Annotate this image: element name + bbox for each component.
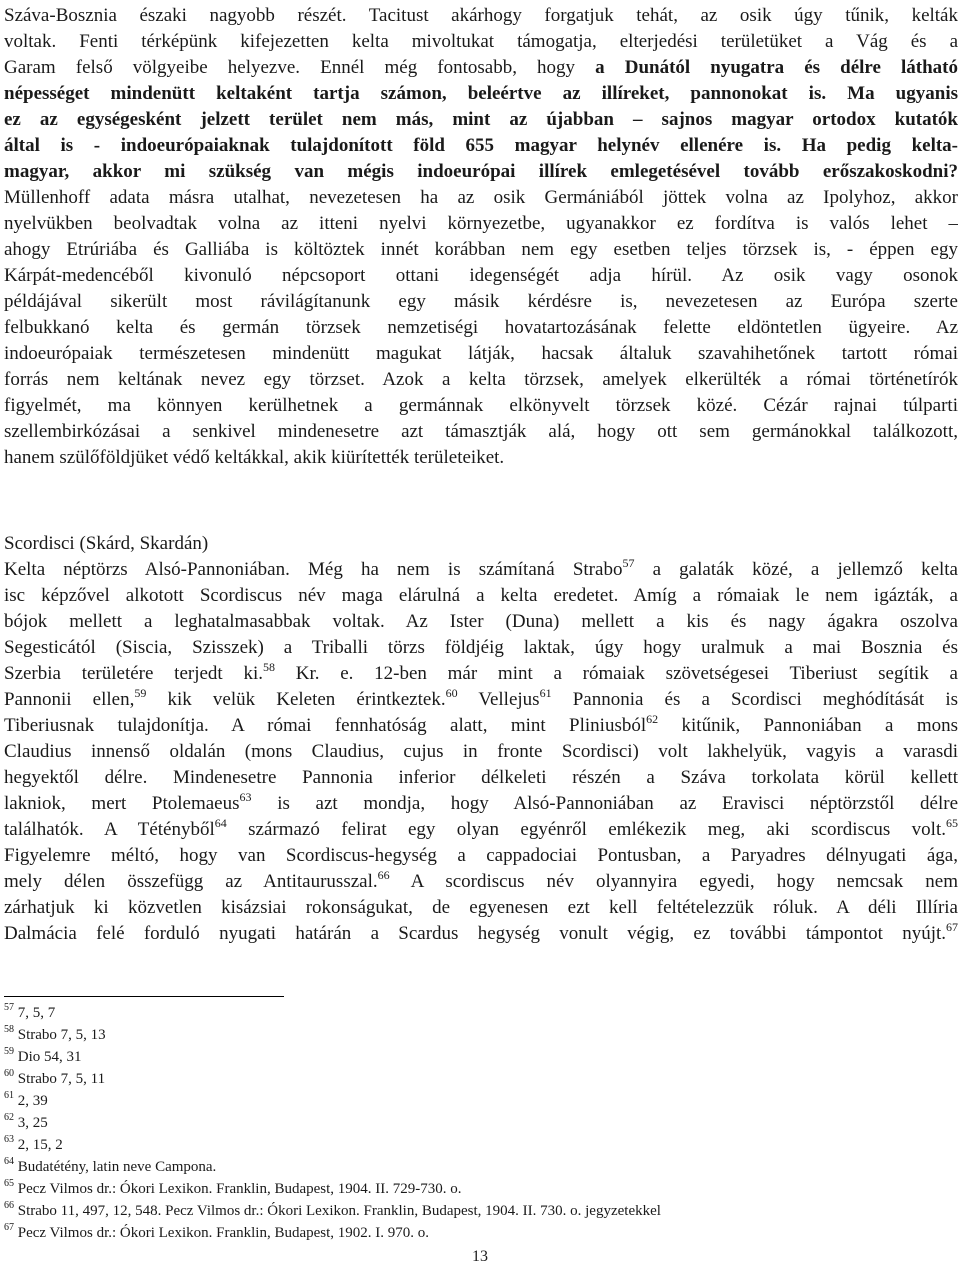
text-run: Garam felső völgyeibe helyezve. Ennél még fontosabb, hogy xyxy=(4,57,596,78)
footnote-number: 57 xyxy=(4,1002,14,1013)
body-text-line: forrás nem keltának nevez egy törzset. Azok a kelta törzsek, amelyek elkerülték a római történetírók xyxy=(4,369,958,390)
body-text-line: szellembirkózásai a senkivel mindenesetre azt támasztják alá, hogy ott sem germánokkal találkozott, xyxy=(4,421,958,442)
text-run: Szerbia területére terjedt ki. xyxy=(4,663,263,684)
text-run: a galaták közé, a jellemző kelta xyxy=(634,559,958,580)
bold-text-run: népességet mindenütt keltaként tartja számon, beleértve az illíreket, pannonokat is. xyxy=(4,83,827,104)
bold-text-run: magyar, akkor mi szükség van mégis indoeurópai illírek emlegetésével tovább erőszakoskodni? xyxy=(4,161,958,182)
body-text-line: Claudius innenső oldalán (mons Claudius, cujus in fronte Scordisci) volt lakhelyük, vagyis a varasdi xyxy=(4,741,958,762)
body-text-line: hegyektől délre. Mindenesetre Pannonia inferior délkeleti részén a Száva torkolata körül kellett xyxy=(4,767,958,788)
text-run: származó felirat egy olyan egyénről emlékezik meg, aki scordiscus volt. xyxy=(226,819,946,840)
bold-text-run: által is - indoeurópaiaknak tulajdonított föld 655 magyar helynév ellenére is. Ha pedig kelta- xyxy=(4,135,958,156)
footnote xyxy=(4,1180,944,1198)
body-text-line xyxy=(4,56,958,80)
footnote-text: 2, 39 xyxy=(17,1093,48,1109)
body-text-line: Segesticától (Siscia, Szisszek) a Triballi törzs földjéig laktak, úgy hogy uralmuk a mai Bosznia és xyxy=(4,637,958,658)
footnote-text: Budatétény, latin neve Campona. xyxy=(17,1159,217,1175)
body-text-line: hanem szülőföldjüket védő keltákkal, akik kiürítették területeiket. xyxy=(4,447,505,468)
text-run: Dalmácia felé forduló nyugati határán a Scardus hegység vonult végig, ez további támpontot nyújt. xyxy=(4,923,946,944)
footnote xyxy=(4,1114,944,1132)
body-text-line: Kárpát-medencéből kivonuló népcsoport ottani idegenségét adja hírül. Az osik vagy osonok xyxy=(4,265,958,286)
body-text-line: figyelmét, ma könnyen kerülhetnek a germánnak elkönyvelt törzsek közé. Cézár rajnai túlparti xyxy=(4,395,958,416)
footnote-ref[interactable]: 67 xyxy=(946,922,958,934)
body-text-line: Száva-Bosznia északi nagyobb részét. Tacitust akárhogy forgatjuk tehát, az osik úgy tűnik, kelták xyxy=(4,5,958,26)
footnote xyxy=(4,1048,944,1066)
text-run: Tiberiusnak tulajdonítja. A római fennhatóság alatt, mint Pliniusból xyxy=(4,715,647,736)
footnote-text: Pecz Vilmos dr.: Ókori Lexikon. Franklin, Budapest, 1902. I. 970. o. xyxy=(17,1225,430,1241)
text-run: Vellejus xyxy=(457,689,540,710)
bold-text-run: a Dunától nyugatra és délre látható xyxy=(595,57,958,78)
bold-text-run: ez az egységesként jelzett terület nem más, mint az újabban – sajnos magyar ortodox kutatók xyxy=(4,109,958,130)
footnote-number: 61 xyxy=(4,1090,14,1101)
body-text-line: Müllenhoff adata másra utalhat, nevezetesen ha az osik Germániából jöttek volna az Ipolyhoz, akkor xyxy=(4,187,958,208)
footnote-text: 7, 5, 7 xyxy=(17,1005,56,1021)
footnote-number: 59 xyxy=(4,1046,14,1057)
body-text-line: voltak. Fenti térképünk kifejezetten kelta mivoltukat támogatja, elterjedési területüket a Vág és a xyxy=(4,31,958,52)
footnote xyxy=(4,1158,944,1176)
body-text-line: bójok mellett a leghatalmasabbak voltak. Az Ister (Duna) mellett a kis és nagy ágakra oszolva xyxy=(4,611,958,632)
footnote-ref[interactable]: 64 xyxy=(214,818,227,830)
text-run: mely délen összefügg az Antitaurusszal. xyxy=(4,871,378,892)
footnote-number: 65 xyxy=(4,1178,14,1189)
footnote-number: 67 xyxy=(4,1222,14,1233)
body-text-line xyxy=(4,922,958,946)
body-text-line xyxy=(4,792,958,816)
body-text-line xyxy=(4,160,958,184)
text-run: is azt mondja, hogy Alsó-Pannoniában az Eravisci néptörzstől délre xyxy=(251,793,958,814)
footnote-ref[interactable]: 59 xyxy=(134,688,147,700)
footnote-ref[interactable]: 65 xyxy=(946,818,958,830)
body-text-line xyxy=(4,688,958,712)
text-run: Kr. e. 12-ben már mint a rómaiak szövetségesei Tiberiust segítik a xyxy=(274,663,958,684)
body-text-line xyxy=(4,870,958,894)
footnote-ref[interactable]: 63 xyxy=(239,792,252,804)
footnote xyxy=(4,1026,944,1044)
footnote-text: Strabo 7, 5, 11 xyxy=(17,1071,106,1087)
body-text-line: isc képzővel alkotott Scordiscus név maga elárulná a kelta eredetet. Amíg a rómaiak le nem igázták, a xyxy=(4,585,958,606)
footnote-text: Dio 54, 31 xyxy=(17,1049,82,1065)
footnote xyxy=(4,1136,944,1154)
footnote-number: 64 xyxy=(4,1156,14,1167)
footnote-text: 3, 25 xyxy=(17,1115,48,1131)
text-run: Pannonia és a Scordisci meghódítását is xyxy=(551,689,958,710)
footnote-text: Strabo 7, 5, 13 xyxy=(17,1027,106,1043)
body-text-line: példájával sikerült most rávilágítanunk egy másik kérdésre is, nevezetesen az Európa szerte xyxy=(4,291,958,312)
bold-text-run: Ma ugyanis xyxy=(826,83,958,104)
body-text-line xyxy=(4,558,958,582)
body-text-line: indoeurópaiak természetesen mindenütt magukat látják, hacsak általuk szavahihetőnek tartott római xyxy=(4,343,958,364)
body-text-line xyxy=(4,108,958,132)
body-text-line: nyelvükben beolvadtak volna az itteni nyelvi környezetbe, ugyanakkor ez fordítva is valós lehet – xyxy=(4,213,958,234)
footnote xyxy=(4,1092,944,1110)
text-run: találhatók. A Tétényből xyxy=(4,819,215,840)
footnote xyxy=(4,1202,944,1220)
text-run: Pannonii ellen, xyxy=(4,689,135,710)
body-text-line xyxy=(4,662,958,686)
footnote xyxy=(4,1224,944,1242)
footnote xyxy=(4,1070,944,1088)
body-text-line: zárhatjuk ki közvetlen kisázsiai rokonságukat, de egyenesen ezt kell feltételezzük róluk. A déli Illíria xyxy=(4,897,958,918)
body-text-line: ahogy Etrúriába és Galliába is költöztek innét korábban nem egy esetben teljes törzsek is, - éppen egy xyxy=(4,239,958,260)
text-run: kitűnik, Pannoniában a mons xyxy=(658,715,958,736)
footnote-number: 62 xyxy=(4,1112,14,1123)
body-text-line: felbukkanó kelta és germán törzsek nemzetiségi hovatartozásának felette eldöntetlen ügyeire. Az xyxy=(4,317,958,338)
text-run: kik velük Keleten érintkeztek. xyxy=(146,689,446,710)
footnote-text: Pecz Vilmos dr.: Ókori Lexikon. Franklin, Budapest, 1904. II. 729-730. o. xyxy=(17,1181,462,1197)
footnote-number: 60 xyxy=(4,1068,14,1079)
footnote-text: Strabo 11, 497, 12, 548. Pecz Vilmos dr.: Ókori Lexikon. Franklin, Budapest, 1904. II. 730. o. jegyzetekkel xyxy=(17,1203,661,1219)
footnote-ref[interactable]: 62 xyxy=(646,714,659,726)
footnote-text: 2, 15, 2 xyxy=(17,1137,63,1153)
body-text-line xyxy=(4,134,958,158)
body-text-line: Figyelemre méltó, hogy van Scordiscus-hegység a cappadociai Pontusban, a Paryadres délnyugati ága, xyxy=(4,845,958,866)
footnote-ref[interactable]: 61 xyxy=(539,688,552,700)
footnote xyxy=(4,1004,944,1022)
text-run: Kelta néptörzs Alsó-Pannoniában. Még ha nem is számítaná Strabo xyxy=(4,559,623,580)
section-heading: Scordisci (Skárd, Skardán) xyxy=(4,533,209,554)
footnote-number: 58 xyxy=(4,1024,14,1035)
footnote-ref[interactable]: 58 xyxy=(262,662,275,674)
footnote-ref[interactable]: 66 xyxy=(377,870,390,882)
footnote-number: 63 xyxy=(4,1134,14,1145)
footnote-ref[interactable]: 57 xyxy=(622,558,635,570)
footnote-separator xyxy=(4,996,284,997)
text-run: lakniok, mert Ptolemaeus xyxy=(4,793,240,814)
page-number: 13 xyxy=(472,1248,488,1265)
footnote-ref[interactable]: 60 xyxy=(445,688,458,700)
body-text-line xyxy=(4,82,958,106)
body-text-line xyxy=(4,714,958,738)
footnote-number: 66 xyxy=(4,1200,14,1211)
text-run: A scordiscus név olyannyira egyedi, hogy nemcsak nem xyxy=(389,871,958,892)
body-text-line xyxy=(4,818,958,842)
